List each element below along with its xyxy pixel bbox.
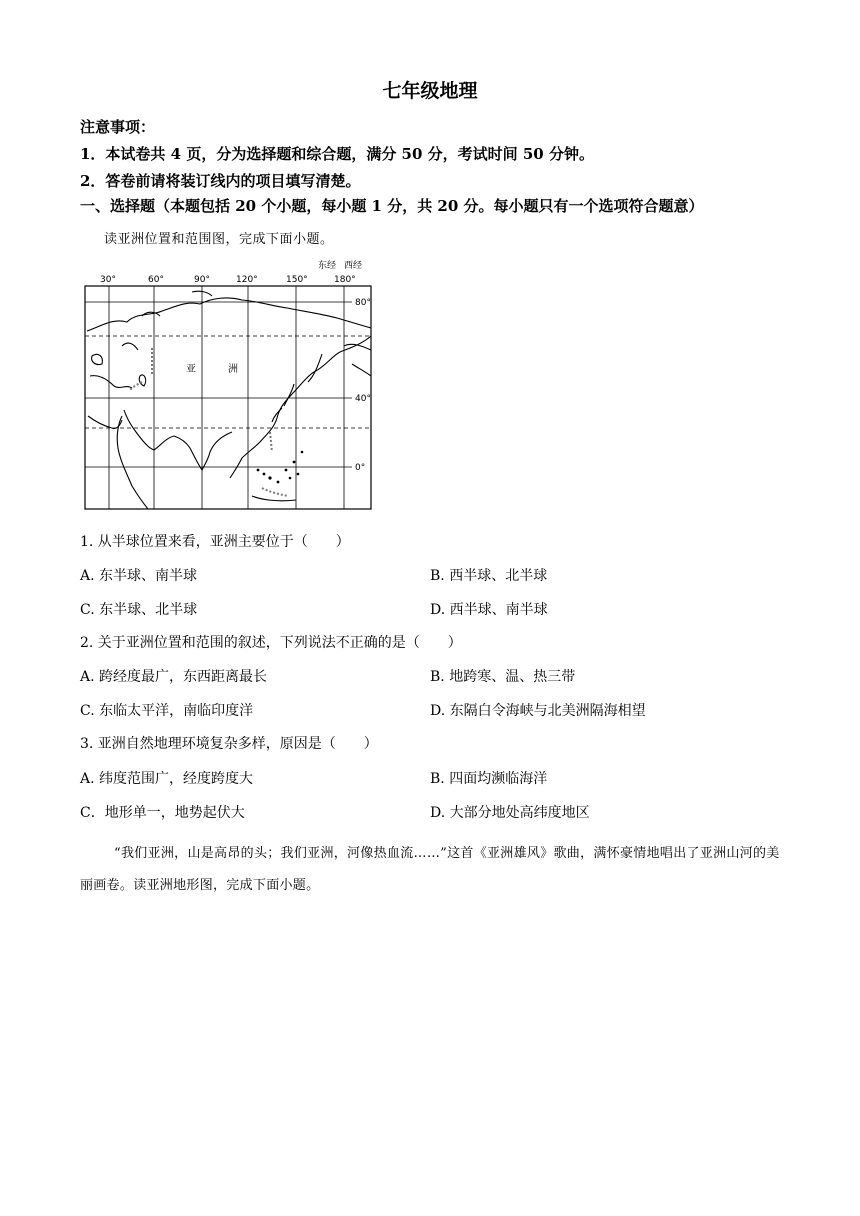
lon-label-150: 150° xyxy=(286,275,308,285)
notice-item-1: 1．本试卷共 4 页，分为选择题和综合题，满分 50 分，考试时间 50 分钟。 xyxy=(80,145,594,163)
question-2-option-a[interactable]: A. 跨经度最广，东西距离最长 xyxy=(80,669,268,685)
lon-label-30: 30° xyxy=(100,275,116,285)
notice-heading: 注意事项： xyxy=(80,118,156,136)
lon-label-60: 60° xyxy=(148,275,164,285)
question-2-option-d[interactable]: D. 东隔白令海峡与北美洲隔海相望 xyxy=(430,703,646,719)
question-3-option-b[interactable]: B. 四面均濒临海洋 xyxy=(430,771,548,787)
lat-label-40: 40° xyxy=(355,394,371,404)
lon-label-180: 180° xyxy=(334,275,356,285)
quote-text: “我们亚洲，山是高昂的头；我们亚洲，河像热血流……”这首《亚洲雄风》歌曲，满怀豪情地唱出了亚洲山河的美丽画卷。读亚洲地形图，完成下面小题。 xyxy=(80,846,780,893)
notice-item-2: 2．答卷前请将装订线内的项目填写清楚。 xyxy=(80,172,361,190)
question-1-option-c[interactable]: C. 东半球、北半球 xyxy=(80,602,198,618)
map-label-east: 东经 xyxy=(318,261,337,271)
map-region-label-2: 洲 xyxy=(228,364,238,375)
question-3-stem: 3. 亚洲自然地理环境复杂多样，原因是（ ） xyxy=(80,736,378,752)
question-1-option-a[interactable]: A. 东半球、南半球 xyxy=(80,568,198,584)
question-1-option-b[interactable]: B. 西半球、北半球 xyxy=(430,568,548,584)
question-2-option-c[interactable]: C. 东临太平洋，南临印度洋 xyxy=(80,703,254,719)
lat-label-0: 0° xyxy=(355,463,366,473)
lon-label-120: 120° xyxy=(236,275,258,285)
section-heading: 一、选择题（本题包括 20 个小题，每小题 1 分，共 20 分。每小题只有一个选项符合题意） xyxy=(80,197,704,215)
question-2-stem: 2. 关于亚洲位置和范围的叙述，下列说法不正确的是（ ） xyxy=(80,635,462,651)
question-3-option-d[interactable]: D. 大部分地处高纬度地区 xyxy=(430,805,590,821)
lat-label-80: 80° xyxy=(355,298,371,308)
map-intro: 读亚洲位置和范围图，完成下面小题。 xyxy=(104,232,334,247)
map-label-west: 西经 xyxy=(344,261,363,271)
lon-label-90: 90° xyxy=(194,275,210,285)
asia-map-figure xyxy=(82,256,382,512)
question-2-option-b[interactable]: B. 地跨寒、温、热三带 xyxy=(430,669,576,685)
question-3-option-a[interactable]: A. 纬度范围广，经度跨度大 xyxy=(80,771,254,787)
question-1-option-d[interactable]: D. 西半球、南半球 xyxy=(430,602,548,618)
quote-paragraph xyxy=(80,838,780,902)
question-1-stem: 1. 从半球位置来看，亚洲主要位于（ ） xyxy=(80,534,350,550)
map-region-label-1: 亚 xyxy=(186,364,196,375)
question-3-option-c[interactable]: C．地形单一，地势起伏大 xyxy=(80,805,245,821)
page-title: 七年级地理 xyxy=(382,80,478,102)
